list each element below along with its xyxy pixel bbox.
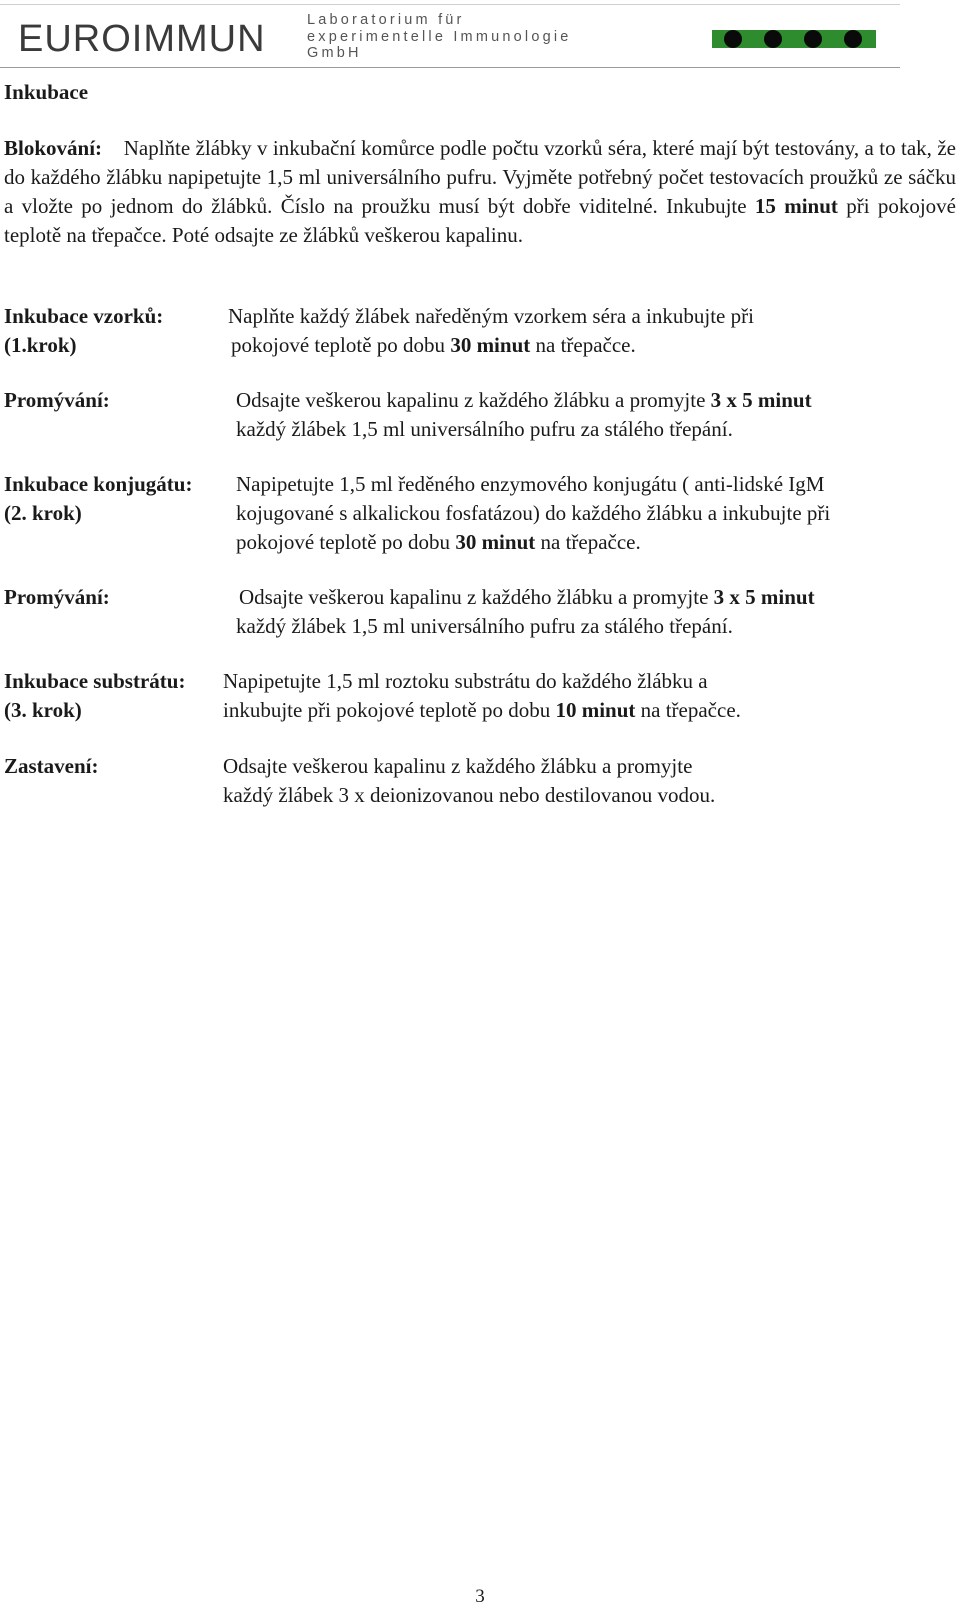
step-sample-label (4, 302, 163, 360)
page-number: 3 (475, 1586, 485, 1607)
brand-subtitle-line-2: experimentelle Immunologie (307, 28, 572, 45)
step-label-line: (2. krok) (4, 501, 82, 525)
blocking-duration: 15 minut (754, 194, 838, 218)
header-top-rule (0, 4, 900, 5)
blocking-text-1: Naplňte žlábky v inkubační komůrce podle počtu vzorků séra, které mají být testovány, a to tak, že do každého žlábku napipetujte 1,5 ml universálního pufru. Vyjměte potřebný počet testovacích proužků ze sáčku a vložte po jednom do žlábků. Číslo na proužku musí být dobře viditelné. Inkubujte (4, 136, 956, 218)
step-text-line: každý žlábek 3 x deionizovanou nebo destilovanou vodou. (223, 783, 716, 807)
step-label-line: Promývání: (4, 388, 110, 412)
step-label-line: Inkubace substrátu: (4, 669, 186, 693)
step-text-line: každý žlábek 1,5 ml universálního pufru za stálého třepání. (236, 417, 733, 441)
step-text-line: Napipetujte 1,5 ml ředěného enzymového konjugátu ( anti-lidské IgM (236, 472, 825, 496)
step-conjugate-text (236, 470, 830, 557)
step-text-line: pokojové teplotě po dobu 30 minut na třepačce. (231, 333, 636, 357)
blocking-text-2: při pokojové teplotě na třepačce. Poté odsajte ze žlábků veškerou kapalinu. (4, 194, 956, 247)
step-text-line: každý žlábek 1,5 ml universálního pufru za stálého třepání. (236, 614, 733, 638)
step-conjugate-label (4, 470, 192, 528)
step-text-line: inkubujte při pokojové teplotě po dobu 10 minut na třepačce. (223, 698, 741, 722)
step-sample-text (228, 302, 754, 360)
step-label-line: Inkubace konjugátu: (4, 472, 193, 496)
step-substrate-text (223, 667, 741, 725)
step-label-line: Inkubace vzorků: (4, 304, 164, 328)
logo-dot (844, 30, 862, 48)
step-label-line: (3. krok) (4, 698, 82, 722)
step-text-line: Odsajte veškerou kapalinu z každého žlábku a promyjte 3 x 5 minut (236, 388, 812, 412)
header-rule (0, 67, 900, 68)
step-text-line: pokojové teplotě po dobu 30 minut na třepačce. (236, 530, 641, 554)
brand-logo-bar-icon (712, 26, 876, 52)
step-substrate-label (4, 667, 185, 725)
brand-subtitle-line-3: GmbH (307, 45, 362, 61)
step-wash-1-label (4, 386, 110, 415)
section-title: Inkubace (4, 80, 89, 104)
logo-dot (804, 30, 822, 48)
step-stop-text (223, 752, 715, 810)
page-header (0, 0, 900, 70)
step-stop-label (4, 752, 99, 781)
step-text-line: kojugované s alkalickou fosfatázou) do každého žlábku a inkubujte při (236, 501, 831, 525)
step-label-line: Zastavení: (4, 754, 99, 778)
logo-dot (724, 30, 742, 48)
step-text-line: Naplňte každý žlábek naředěným vzorkem séra a inkubujte při (228, 304, 754, 328)
brand-logo-text: EUROIMMUN (18, 18, 266, 60)
step-text-line: Napipetujte 1,5 ml roztoku substrátu do každého žlábku a (223, 669, 708, 693)
logo-dot (764, 30, 782, 48)
step-label-line: Promývání: (4, 585, 110, 609)
step-text-line: Odsajte veškerou kapalinu z každého žlábku a promyjte (223, 754, 693, 778)
step-wash-1-text (236, 386, 812, 444)
step-text-line: Odsajte veškerou kapalinu z každého žlábku a promyjte 3 x 5 minut (239, 585, 815, 609)
blocking-label: Blokování: (4, 136, 103, 160)
brand-subtitle (307, 12, 572, 62)
step-wash-2-label (4, 583, 110, 612)
step-wash-2-text (236, 583, 815, 641)
step-label-line: (1.krok) (4, 333, 77, 357)
blocking-paragraph (4, 134, 956, 250)
brand-subtitle-line-1: Laboratorium für (307, 12, 465, 28)
